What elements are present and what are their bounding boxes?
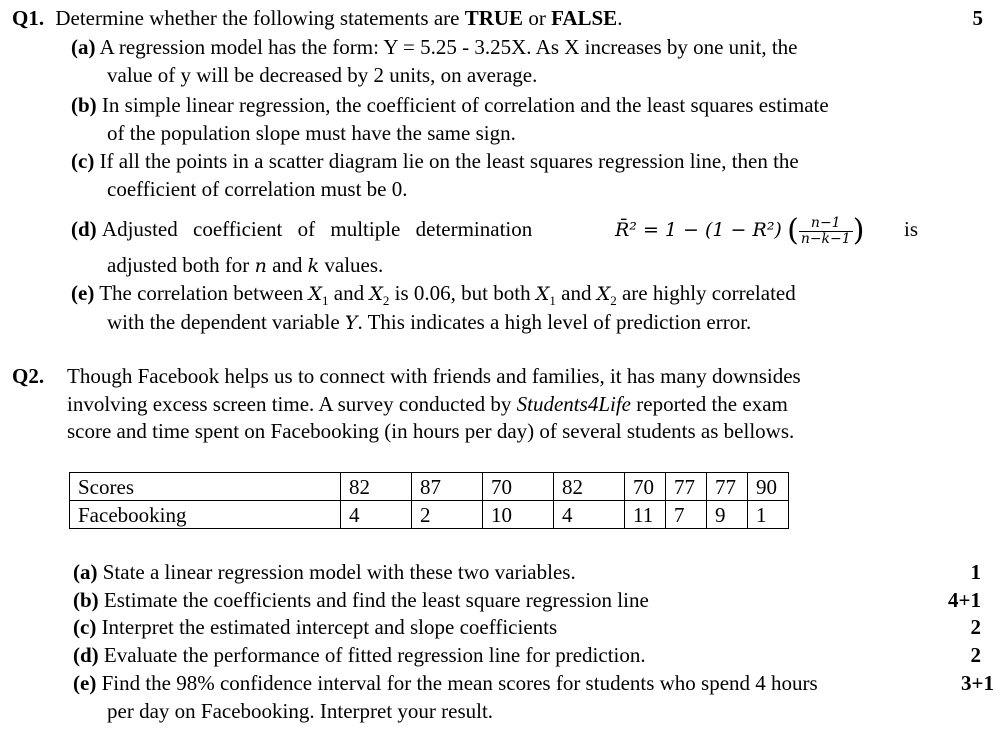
q1c-line1 xyxy=(71,147,799,175)
q2-number: Q2. xyxy=(12,364,45,388)
row-label: Scores xyxy=(70,473,341,501)
q1b-label: (b) xyxy=(71,93,97,117)
table-row-facebooking xyxy=(70,501,789,529)
q2e-line2: per day on Facebooking. Interpret your result. xyxy=(107,699,494,723)
q2b-item xyxy=(73,586,649,614)
q1b-text-1: In simple linear regression, the coefficient of correlation and the least squares estimate xyxy=(101,93,829,117)
q2a-label: (a) xyxy=(73,560,98,584)
q2b-label: (b) xyxy=(73,588,99,612)
q2-line3: score and time spent on Facebooking (in hours per day) of several students as bellows. xyxy=(67,419,795,443)
q1-marks: 5 xyxy=(972,6,983,30)
q2-line1: Though Facebook helps us to connect with friends and families, it has many downsides xyxy=(67,364,801,388)
table-cell: 82 xyxy=(554,473,625,501)
q1c-text-1: If all the points in a scatter diagram lie on the least squares regression line, then the xyxy=(99,149,799,173)
table-cell: 10 xyxy=(483,501,554,529)
q1d-formula: R̄² = 1 − (1 − R²) ( $\frac{n-1}{n-k-1}$ ) xyxy=(615,213,865,249)
q2a-marks: 1 xyxy=(970,560,981,584)
row-label: Facebooking xyxy=(70,501,341,529)
q2b-marks: 4+1 xyxy=(948,588,981,612)
table-cell: 90 xyxy=(748,473,789,501)
q1e-label: (e) xyxy=(71,281,95,305)
q2c-text: Interpret the estimated intercept and slope coefficients xyxy=(101,615,558,639)
q1-heading xyxy=(12,4,622,32)
q1a-text-1: A regression model has the form: Y = 5.25 - 3.25X. As X increases by one unit, the xyxy=(99,35,798,59)
data-table xyxy=(69,472,789,529)
q2-line2: involving excess screen time. A survey conducted by Students4Life reported the exam xyxy=(67,392,788,416)
table-cell: 7 xyxy=(666,501,707,529)
table-cell: 4 xyxy=(554,501,625,529)
q2d-text: Evaluate the performance of fitted regression line for prediction. xyxy=(103,643,646,667)
q1e-line1: (e) The correlation between $X_1$ and $X_2$ is 0.06, but both $X_1$ and $X_2$ are highly correlated xyxy=(71,281,796,309)
q2e-label: (e) xyxy=(73,671,97,695)
q1a-label: (a) xyxy=(71,35,96,59)
q1c-line2: coefficient of correlation must be 0. xyxy=(107,177,408,201)
q1d-line2: adjusted both for n and k values. xyxy=(107,253,384,277)
q1d-line1 xyxy=(71,212,532,246)
table-cell: 77 xyxy=(707,473,748,501)
q1-stem: Determine whether the following statements are TRUE or FALSE. xyxy=(55,6,623,30)
q1d-is: is xyxy=(904,217,919,241)
table-cell: 2 xyxy=(412,501,483,529)
q2d-item xyxy=(73,641,646,669)
q2e-text-1: Find the 98% confidence interval for the mean scores for students who spend 4 hours xyxy=(101,671,818,695)
q2b-text: Estimate the coefficients and find the least square regression line xyxy=(103,588,649,612)
q1-number: Q1. xyxy=(12,6,45,30)
q2a-text: State a linear regression model with these two variables. xyxy=(102,560,576,584)
q1a-line1 xyxy=(71,33,798,61)
q2c-label: (c) xyxy=(73,615,97,639)
table-cell: 11 xyxy=(625,501,666,529)
table-cell: 1 xyxy=(748,501,789,529)
q2d-label: (d) xyxy=(73,643,99,667)
q2a-item xyxy=(73,558,576,586)
table-cell: 9 xyxy=(707,501,748,529)
table-row-scores xyxy=(70,473,789,501)
q1d-formula-lhs: R̄² = 1 − (1 − R²) xyxy=(615,219,782,241)
table-cell: 70 xyxy=(625,473,666,501)
q2c-item xyxy=(73,613,557,641)
q1a-line2: value of y will be decreased by 2 units, on average. xyxy=(107,63,538,87)
q1d-label: (d) xyxy=(71,217,97,241)
q1e-line2: with the dependent variable Y. This indicates a high level of prediction error. xyxy=(107,310,752,334)
table-cell: 4 xyxy=(341,501,412,529)
q2-org-name: Students4Life xyxy=(516,392,631,416)
q2c-marks: 2 xyxy=(970,615,981,639)
q1d-fraction: $\frac{n-1}{n-k-1}$ xyxy=(800,214,851,247)
q1c-label: (c) xyxy=(71,149,95,173)
table-cell: 87 xyxy=(412,473,483,501)
table-cell: 70 xyxy=(483,473,554,501)
q2e-item xyxy=(73,669,818,697)
q2d-marks: 2 xyxy=(970,643,981,667)
q1b-line1 xyxy=(71,91,829,119)
table-cell: 82 xyxy=(341,473,412,501)
q1b-line2: of the population slope must have the same sign. xyxy=(107,121,516,145)
q2e-marks: 3+1 xyxy=(961,671,994,695)
table-cell: 77 xyxy=(666,473,707,501)
q1d-text-1: Adjusted coefficient of multiple determination xyxy=(101,217,533,241)
